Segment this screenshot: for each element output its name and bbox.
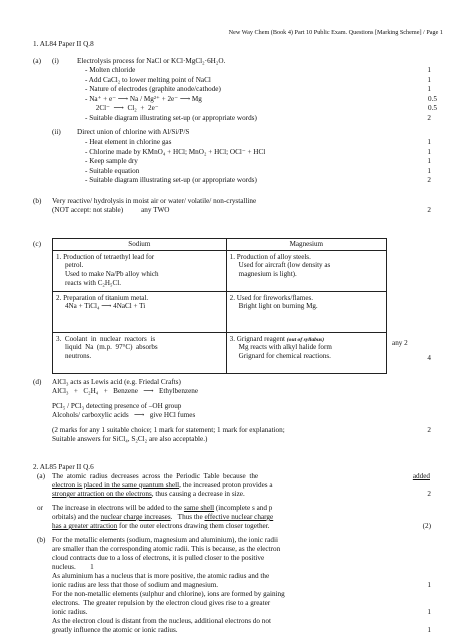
q2-or-mark: (2) bbox=[422, 522, 431, 530]
q1-a-ii-label: (ii) bbox=[52, 128, 61, 136]
list-item: - Heat element in chlorine gas 1 bbox=[85, 138, 431, 146]
q1-d-line: AlCl₃ + C₂H₄ + Benzene ⟶ Ethylbenzene bbox=[52, 387, 199, 395]
q1-a-i-label: (i) bbox=[52, 57, 59, 65]
q2-b-mark: 1 bbox=[427, 626, 431, 634]
q1-b-mark: 2 bbox=[427, 206, 431, 214]
q2-b-line: ionic radius. bbox=[52, 608, 88, 616]
q1-d-label: (d) bbox=[33, 378, 42, 386]
table-row bbox=[53, 250, 387, 291]
list-item: - Suitable diagram illustrating set-up (or appropriate words) 2 bbox=[85, 176, 431, 184]
q1-a-label: (a) bbox=[33, 57, 41, 65]
q1-d-line: PCl₅ / PCl₃ detecting presence of –OH group bbox=[52, 402, 182, 410]
q1-c-label: (c) bbox=[33, 240, 41, 248]
list-item: - Add CaCl₂ to lower melting point of NaCl 1 bbox=[85, 75, 431, 84]
q2-b-mark: 1 bbox=[427, 608, 431, 616]
table-cell: 3. Coolant in nuclear reactors is liquid Na (m.p. 97°C) absorbs neutrons. bbox=[53, 332, 227, 373]
list-item: - Suitable equation 1 bbox=[85, 166, 431, 175]
q2-or-line1: The increase in electrons will be added to the same shell (incomplete s and p bbox=[52, 504, 273, 512]
table-cell: 3. Grignard reagent (out of syllabus) Mg reacts with alkyl halide form Grignard for chemical reactions. bbox=[226, 332, 386, 373]
table-cell: 2. Preparation of titanium metal. 4Na + TiCl₄ ⟶ 4NaCl + Ti bbox=[53, 291, 227, 332]
q1-a-i-list bbox=[85, 66, 437, 123]
table-cell: 1. Production of alloy steels. Used for aircraft (low density as magnesium is light). bbox=[226, 250, 386, 291]
q2-or-line3: has a greater attraction for the outer electrons drawing them closer together. bbox=[52, 522, 270, 530]
q2-b-line: As aluminium has a nucleus that is more positive, the atomic radius and the bbox=[52, 572, 270, 580]
q2-b-line: As the electron cloud is distant from the nucleus, additional electrons do not bbox=[52, 617, 271, 625]
q1-b-line1: Very reactive/ hydrolysis in moist air or water/ volatile/ non-crystalline bbox=[52, 197, 257, 205]
list-item: 2Cl⁻ ⟶ Cl₂ + 2e⁻ 0.5 bbox=[85, 104, 437, 112]
q1-a-ii-list bbox=[85, 138, 431, 186]
table-header-row bbox=[53, 239, 387, 251]
q2-or-label: or bbox=[37, 504, 43, 512]
q1-d-line: Suitable answers for SiCl₄, S₂Cl₂ are also acceptable.) bbox=[52, 435, 208, 443]
list-item: - Nature of electrodes (graphite anode/cathode) 1 bbox=[85, 85, 431, 93]
q2-b-line: ionic radius are less that those of sodium and magnesium. bbox=[52, 581, 219, 589]
list-item: - Molten chloride 1 bbox=[85, 66, 431, 74]
q2-b-line: are smaller than the corresponding atomic radii. This is because, as the electron bbox=[52, 545, 281, 553]
q1-a-ii-title: Direct union of chlorine with Al/Si/P/S bbox=[77, 128, 190, 136]
q1-c-mark: 4 bbox=[427, 354, 431, 362]
table-header: Sodium bbox=[53, 239, 227, 251]
q1-d-line: (2 marks for any 1 suitable choice; 1 mark for statement; 1 mark for explanation; bbox=[52, 426, 285, 434]
comparison-table bbox=[52, 238, 387, 374]
q1-b-label: (b) bbox=[33, 197, 42, 205]
q1-c-note: any 2 bbox=[392, 339, 408, 347]
page-header: New Way Chem (Book 4) Part 10 Public Exam. Questions [Marking Scheme] / Page 1 bbox=[228, 29, 443, 36]
table-row bbox=[53, 332, 387, 373]
q2-a-mark: 2 bbox=[427, 490, 431, 498]
q1-d-line: Alcohols/ carboxylic acids ⟶ give HCl fumes bbox=[52, 411, 196, 419]
list-item: - Chlorine made by KMnO₄ + HCl; MnO₂ + HCl; OCl⁻ + HCl 1 bbox=[85, 147, 431, 156]
q2-b-line: greatly influence the atomic or ionic radius. bbox=[52, 626, 178, 634]
q1-a-i-title: Electrolysis process for NaCl or KCl·MgCl₂·6H₂O. bbox=[77, 57, 226, 65]
q2-a-line2: electron is placed in the same quantum shell, the increased proton provides a bbox=[52, 481, 273, 489]
table-cell: 2. Used for fireworks/flames. Bright light on burning Mg. bbox=[226, 291, 386, 332]
q1-b-line2: (NOT accept: not stable) any TWO bbox=[52, 206, 170, 214]
list-item: - Na⁺ + e⁻ ⟶ Na / Mg²⁺ + 2e⁻ ⟶ Mg 0.5 bbox=[85, 94, 437, 103]
table-row bbox=[53, 291, 387, 332]
q2-a-line3: stronger attraction on the electrons, thus causing a decrease in size. bbox=[52, 490, 245, 498]
q2-a-label: (a) bbox=[37, 472, 45, 480]
q2-title: 2. AL85 Paper II Q.6 bbox=[33, 463, 94, 471]
q1-d-line: AlCl₃ acts as Lewis acid (e.g. Friedal Crafts) bbox=[52, 378, 181, 386]
q2-a-line1: The atomic radius decreases across the Periodic Table because the added bbox=[52, 472, 430, 480]
q2-b-line: nucleus. 1 bbox=[52, 563, 94, 571]
q1-title: 1. AL84 Paper II Q.8 bbox=[33, 40, 94, 48]
q2-b-label: (b) bbox=[37, 536, 46, 544]
table-cell: 1. Production of tetraethyl lead for petrol. Used to make Na/Pb alloy which reacts with C₂H₅Cl. bbox=[53, 250, 227, 291]
list-item: - Keep sample dry 1 bbox=[85, 157, 431, 165]
q2-or-line2: orbitals) and the nuclear charge increases. Thus the effective nuclear charge bbox=[52, 513, 274, 521]
table-header: Magnesium bbox=[226, 239, 386, 251]
q2-b-line: For the non-metallic elements (sulphur and chlorine), ions are formed by gaining bbox=[52, 590, 285, 598]
q1-d-mark: 2 bbox=[427, 426, 431, 434]
q2-b-line: cloud contracts due to a loss of electrons, it is pulled closer to the positive bbox=[52, 554, 265, 562]
q2-b-mark: 1 bbox=[427, 581, 431, 589]
list-item: - Suitable diagram illustrating set-up (or appropriate words) 2 bbox=[85, 113, 431, 122]
q2-b-line: electrons. The greater repulsion by the electron cloud gives rise to a greater bbox=[52, 599, 271, 607]
q2-b-line: For the metallic elements (sodium, magnesium and aluminium), the ionic radii bbox=[52, 536, 278, 544]
